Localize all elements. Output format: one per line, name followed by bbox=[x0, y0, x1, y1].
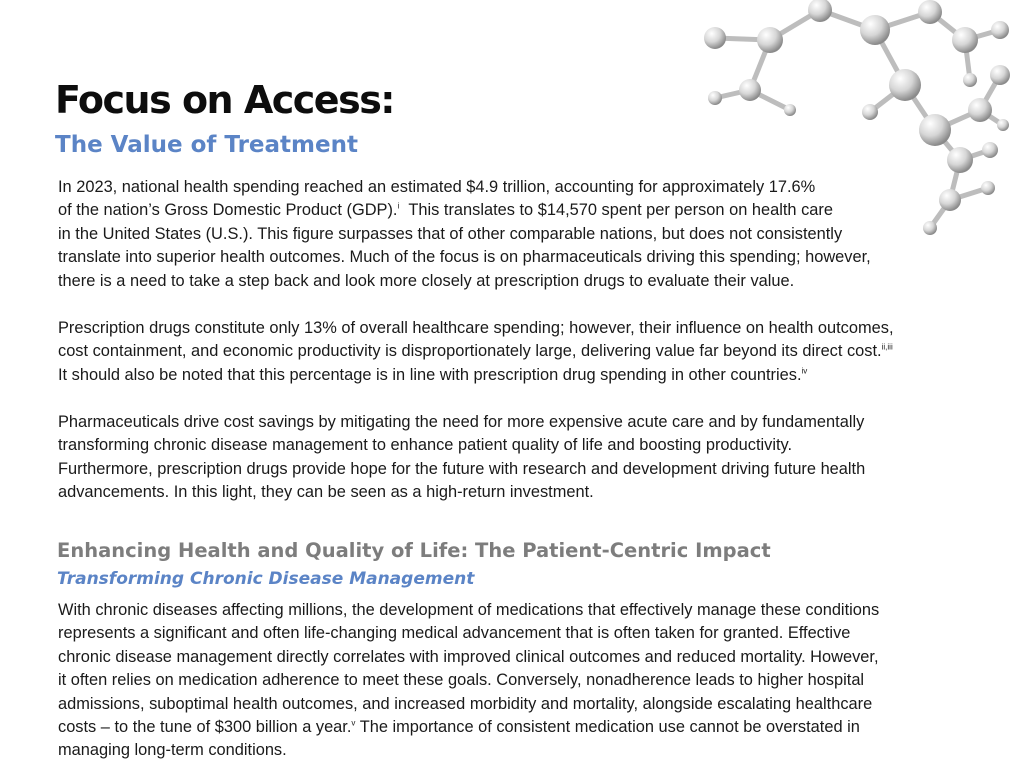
section-subheading: Transforming Chronic Disease Management bbox=[57, 569, 475, 589]
paragraph-cost-savings: Pharmaceuticals drive cost savings by mitigating the need for more expensive acute care and by fundamentally transforming chronic disease management to enhance patient quality of life and boosting productivity. Furthermore, prescription drugs provide hope for the future with research and development driving future health advancements. In this light, they can be seen as a high-return investment. bbox=[58, 413, 866, 502]
footnote-ref: i bbox=[397, 201, 400, 211]
footnote-ref: ii,iii bbox=[881, 342, 893, 352]
footnote-ref: v bbox=[351, 718, 356, 728]
section-heading: Enhancing Health and Quality of Life: The Patient-Centric Impact bbox=[57, 539, 771, 562]
footnote-ref: iv bbox=[801, 366, 808, 376]
paragraph-spending: In 2023, national health spending reached an estimated $4.9 trillion, accounting for approximately 17.6% of the nation’s Gross Domestic Product (GDP).$^i$ This translates to $14,570 spent per person on health care in the United States (U.S.). This figure surpasses that of other comparable nations, but does not consistently translate into superior health outcomes. Much of the focus is on pharmaceuticals driving this spending; however, there is a need to take a step back and look more closely at prescription drugs to evaluate their value. bbox=[58, 178, 871, 290]
paragraph-prescription-share: Prescription drugs constitute only 13% of overall healthcare spending; however, their influence on health outcomes, cost containment, and economic productivity is disproportionately large, delivering value far beyond its direct cost.$^{ii,iii}$ It should also be noted that this percentage is in line with prescription drug spending in other countries.$^{iv}$ bbox=[58, 319, 894, 384]
page-subtitle: The Value of Treatment bbox=[55, 132, 358, 158]
paragraph-chronic-disease: With chronic diseases affecting millions, the development of medications that effectively manage these conditions represents a significant and often life-changing medical advancement that is often taken for granted. Effective chronic disease management directly correlates with improved clinical outcomes and reduced mortality. However, it often relies on medication adherence to meet these goals. Conversely, nonadherence leads to higher hospital admissions, suboptimal health outcomes, and increased morbidity and mortality, alongside escalating healthcare costs – to the tune of $300 billion a year.$^v$ The importance of consistent medication use cannot be overstated in managing long-term conditions. bbox=[58, 601, 880, 760]
page-title: Focus on Access: bbox=[55, 78, 395, 122]
